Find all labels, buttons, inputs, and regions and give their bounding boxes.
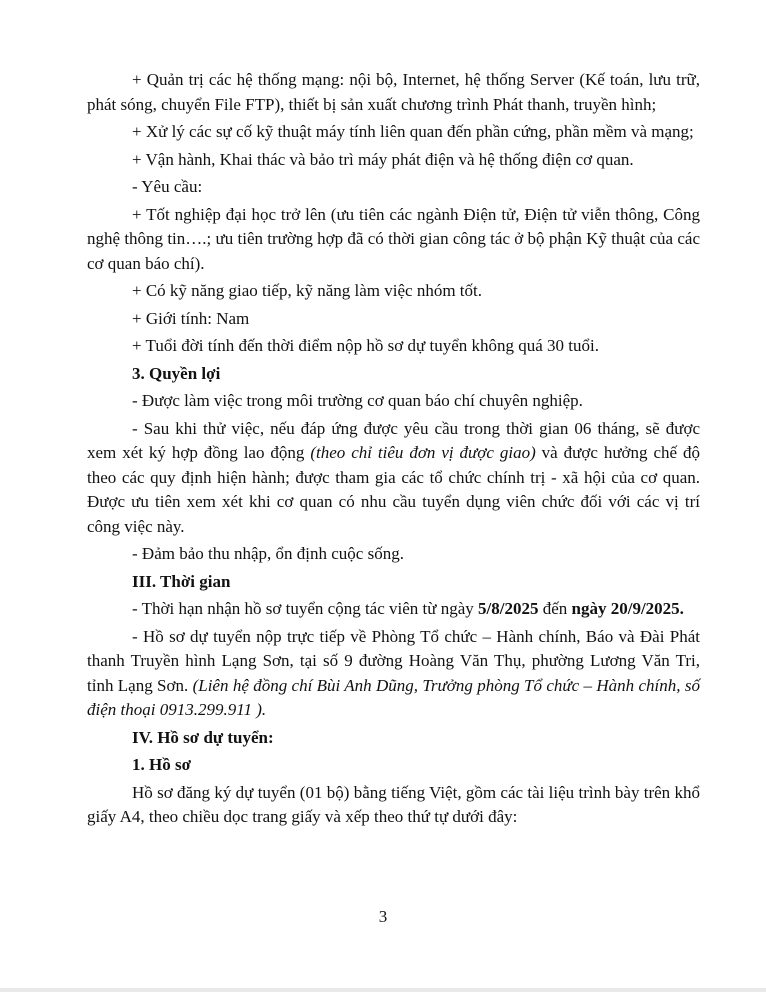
paragraph-gender: + Giới tính: Nam [132,308,250,328]
paragraph-troubleshooting: + Xử lý các sự cố kỹ thuật máy tính liên quan đến phần cứng, phần mềm và mạng; [132,122,694,141]
deadline-end-date: ngày 20/9/2025. [571,599,684,618]
document-body [87,68,700,833]
paragraph-submission-location [87,625,700,723]
deadline-text-2: đến [538,599,572,618]
paragraph-requirements-label: - Yêu cầu: [132,177,203,196]
heading-dossier: 1. Hồ sơ [132,755,192,774]
contract-terms-italic: (theo chỉ tiêu đơn vị được giao) [310,443,536,462]
submission-text: - Hồ sơ dự tuyển nộp trực tiếp về Phòng Tổ chức – Hành chính, Báo và Đài Phát thanh Truyền hình Lạng Sơn, tại số 9 đường Hoàng Văn Thụ, phường Lương Văn Tri, tỉnh Lạng Sơn. [87,626,700,695]
paragraph-network-admin: + Quản trị các hệ thống mạng: nội bộ, Internet, hệ thống Server (Kế toán, lưu trữ, phát sóng, chuyển File FTP), thiết bị sản xuất chương trình Phát thanh, truyền hình; [87,70,700,114]
page-bottom-edge [0,988,766,992]
contract-terms-text-2: và được hưởng chế độ theo các quy định hiện hành; được tham gia các tổ chức chính trị - xã hội của cơ quan. Được ưu tiên xem xét khi cơ quan có nhu cầu tuyển dụng viên chức đối với các vị trí công việc này. [87,443,700,536]
page-number: 3 [378,907,388,926]
paragraph-age-limit: + Tuổi đời tính đến thời điểm nộp hồ sơ dự tuyển không quá 30 tuổi. [132,336,600,355]
deadline-start-date: 5/8/2025 [478,599,539,618]
submission-contact-italic: (Liên hệ đồng chí Bùi Anh Dũng, Trưởng phòng Tổ chức – Hành chính, số điện thoại 0913.299.911 ). [87,675,700,719]
paragraph-contract-terms [87,417,700,540]
paragraph-generator-operation: + Vận hành, Khai thác và bảo trì máy phát điện và hệ thống điện cơ quan. [132,149,634,169]
deadline-text-1: - Thời hạn nhận hồ sơ tuyển cộng tác viên từ ngày [132,599,479,618]
paragraph-income-stability: - Đảm bảo thu nhập, ổn định cuộc sống. [132,544,404,563]
heading-benefits: 3. Quyền lợi [132,363,221,383]
paragraph-dossier-description: Hồ sơ đăng ký dự tuyển (01 bộ) bằng tiếng Việt, gồm các tài liệu trình bày trên khổ giấy A4, theo chiều dọc trang giấy và xếp theo thứ tự dưới đây: [87,782,700,826]
paragraph-work-environment: - Được làm việc trong môi trường cơ quan báo chí chuyên nghiệp. [132,391,583,410]
paragraph-communication-skills: + Có kỹ năng giao tiếp, kỹ năng làm việc nhóm tốt. [132,281,483,300]
paragraph-deadline [87,597,700,622]
heading-application-dossier: IV. Hồ sơ dự tuyển: [132,727,274,747]
heading-time: III. Thời gian [132,571,231,591]
contract-terms-text-1: - Sau khi thử việc, nếu đáp ứng được yêu cầu trong thời gian 06 tháng, sẽ được xem xét ký hợp đồng lao động [87,418,700,462]
paragraph-education-requirement: + Tốt nghiệp đại học trở lên (ưu tiên các ngành Điện tử, Điện tử viễn thông, Công nghệ thông tin….; ưu tiên trường hợp đã có thời gian công tác ở bộ phận Kỹ thuật của các cơ quan báo chí). [87,204,700,273]
